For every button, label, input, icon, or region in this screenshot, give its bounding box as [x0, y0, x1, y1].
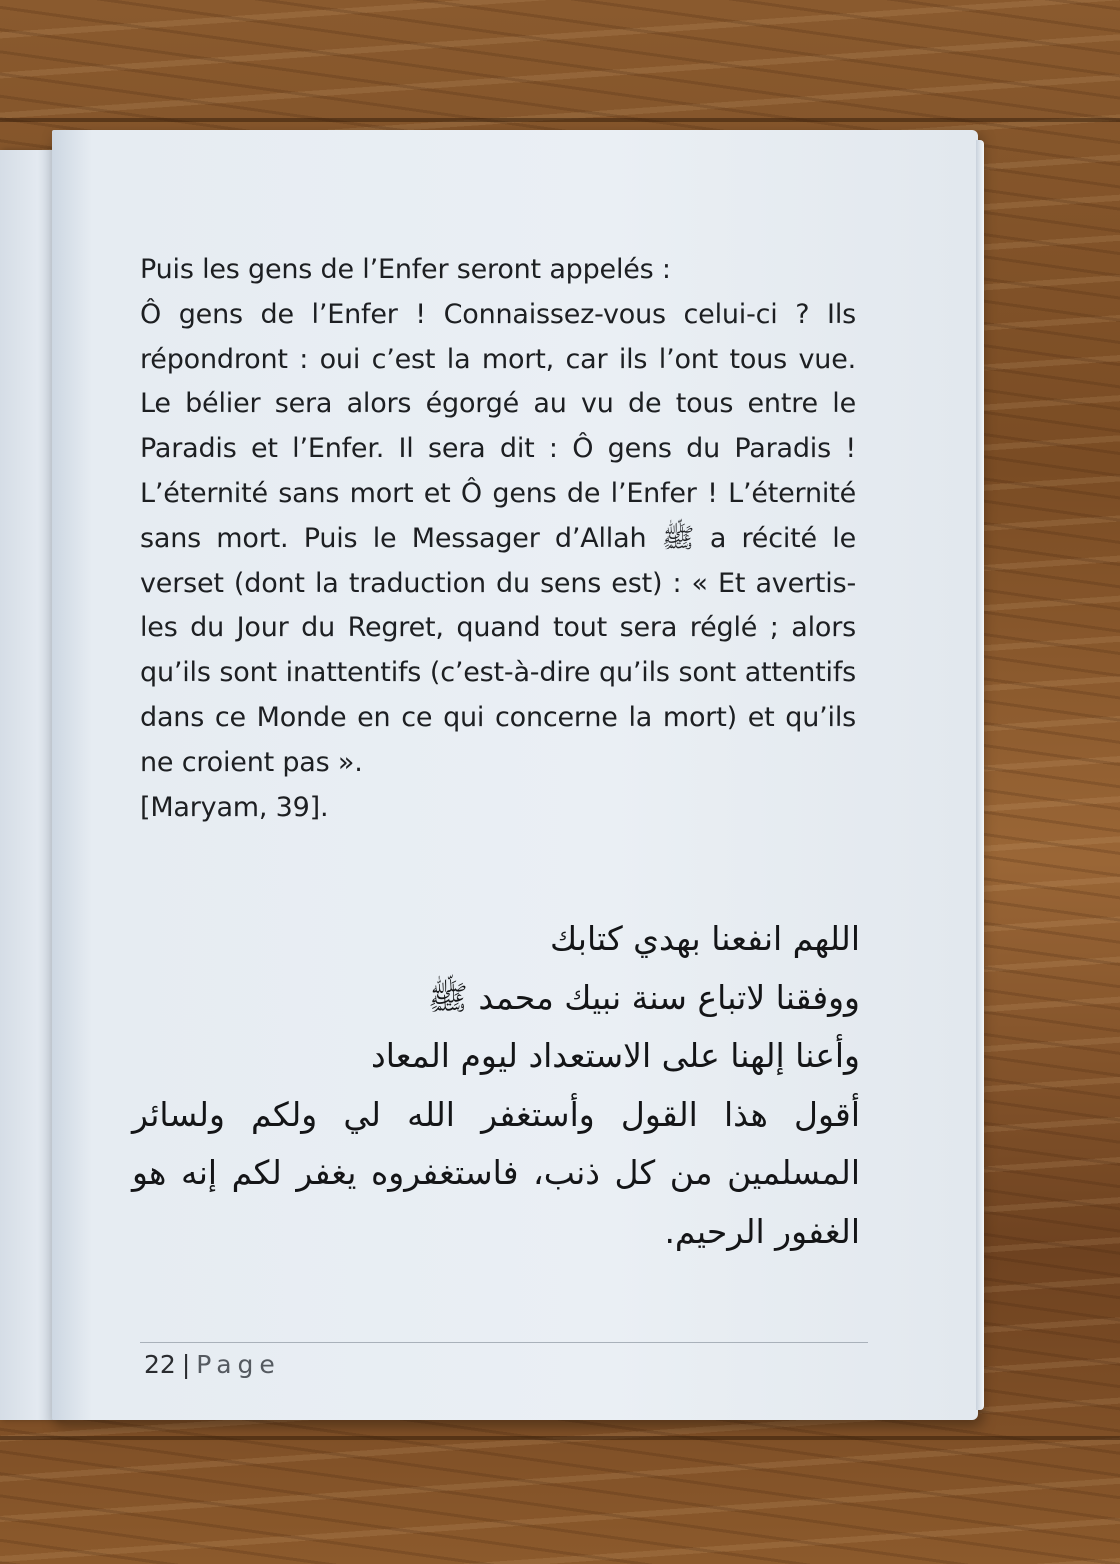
- quran-reference: [Maryam, 39].: [140, 791, 329, 823]
- page-number: 22: [144, 1350, 176, 1379]
- french-main-paragraph: Ô gens de l’Enfer ! Connaissez-vous celui-ci ? Ils répondront : oui c’est la mort, car ils l’ont tous vue. Le bélier sera alors égorgé au vu de tous entre le Paradis et l’Enfer. Il sera dit : Ô gens du Paradis ! L’éternité sans mort et Ô gens de l’Enfer ! L’éternité sans mort. Puis le Messager d’Allah ﷺ a récité le verset (dont la traduction du sens est) : « Et avertis-les du Jour du Regret, quand tout sera réglé ; alors qu’ils sont inattentifs (c’est-à-dire qu’ils sont attentifs dans ce Monde en ce qui concerne la mort) et qu’ils ne croient pas ».: [140, 298, 856, 778]
- footer-rule: [140, 1342, 868, 1343]
- footer-separator: |: [181, 1350, 191, 1379]
- arabic-text-block: [132, 910, 860, 1261]
- arabic-line-4: أقول هذا القول وأستغفر الله لي ولكم ولسائر المسلمين من كل ذنب، فاستغفروه يغفر لكم إنه هو الغفور الرحيم.: [132, 1094, 860, 1251]
- wood-grain-line: [0, 1436, 1120, 1440]
- wood-grain-line: [0, 118, 1120, 122]
- french-text-block: [140, 248, 856, 830]
- booklet-page: [52, 130, 978, 1420]
- arabic-line-1: اللهم انفعنا بهدي كتابك: [549, 919, 860, 958]
- page-word: Page: [196, 1350, 281, 1379]
- page-stack-edge: [976, 140, 984, 1410]
- french-intro-line: Puis les gens de l’Enfer seront appelés :: [140, 254, 671, 285]
- arabic-line-3: وأعنا إلهنا على الاستعداد ليوم المعاد: [371, 1036, 860, 1075]
- page-footer: [144, 1350, 281, 1379]
- arabic-line-2: ووفقنا لاتباع سنة نبيك محمد ﷺ: [428, 977, 860, 1017]
